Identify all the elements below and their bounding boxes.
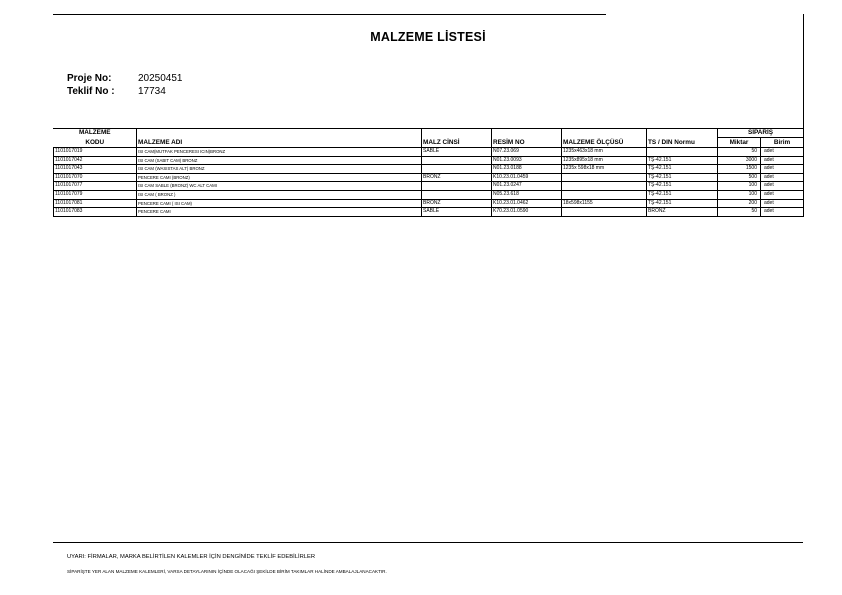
- cell-quantity: 100: [718, 190, 761, 199]
- cell-material: [422, 156, 492, 165]
- cell-size: 1235x 598x18 mm: [562, 165, 647, 174]
- cell-name: PENCERE CAMI (BRONZ): [137, 173, 422, 182]
- header-drawing: RESİM NO: [492, 138, 562, 148]
- header-name-spacer: [137, 128, 422, 138]
- cell-code: 1101017043: [54, 165, 137, 174]
- cell-standard: TŞ-42.151: [647, 190, 718, 199]
- cell-name: ISI CAM (WASISTAS ALT) BRONZ: [137, 165, 422, 174]
- header-code-top: MALZEME: [78, 129, 111, 137]
- header-size: MALZEME ÖLÇÜSÜ: [562, 138, 647, 148]
- cell-size: [562, 173, 647, 182]
- cell-quantity: 3000: [718, 156, 761, 165]
- cell-material: BRONZ: [422, 199, 492, 208]
- offer-number-label: Teklif No :: [67, 86, 115, 97]
- cell-drawing: N01.23.0247: [492, 182, 562, 191]
- cell-code: 1101017077: [54, 182, 137, 191]
- header-unit: Birim: [761, 138, 804, 148]
- cell-size: [562, 208, 647, 217]
- table-row: [54, 165, 804, 174]
- material-list-table: [53, 128, 804, 217]
- header-material: MALZ CİNSİ: [422, 138, 492, 148]
- cell-material: BRONZ: [422, 173, 492, 182]
- cell-code: 1101017070: [54, 173, 137, 182]
- cell-name: PENCERE CAMI ( ISI CAM): [137, 199, 422, 208]
- cell-name: ISI CAM (SABIT CAM) BRONZ: [137, 156, 422, 165]
- header-material-spacer: [422, 128, 492, 138]
- cell-name: ISI CAM ( BRONZ ): [137, 190, 422, 199]
- cell-drawing: K10.23.01.0459: [492, 173, 562, 182]
- footer-divider: [53, 542, 803, 543]
- cell-material: [422, 190, 492, 199]
- header-size-spacer: [562, 128, 647, 138]
- cell-standard: TŞ-42.151: [647, 182, 718, 191]
- cell-material: [422, 182, 492, 191]
- cell-material: SABLE: [422, 208, 492, 217]
- project-number-value: 20250451: [138, 73, 183, 84]
- cell-name: ISI CAM SABLE (BRONZ) WC ALT CAMI: [137, 182, 422, 191]
- cell-drawing: K70.23.01.0590: [492, 208, 562, 217]
- cell-material: SABLE: [422, 148, 492, 157]
- header-standard-spacer: [647, 128, 718, 138]
- cell-drawing: N01.23.0188: [492, 165, 562, 174]
- header-quantity: Miktar: [718, 138, 761, 148]
- cell-size: 1235x463x18 mm: [562, 148, 647, 157]
- table-row: [54, 182, 804, 191]
- document-title: MALZEME LİSTESİ: [370, 30, 486, 44]
- cell-code: 1101017083: [54, 208, 137, 217]
- cell-unit: adet: [761, 148, 804, 157]
- table-row: [54, 199, 804, 208]
- cell-quantity: 50: [718, 148, 761, 157]
- offer-number-value: 17734: [138, 86, 166, 97]
- cell-unit: adet: [761, 156, 804, 165]
- cell-unit: adet: [761, 173, 804, 182]
- cell-quantity: 1500: [718, 165, 761, 174]
- footer-warning-2: SİPARİŞTE YER ALAN MALZEME KALEMLERİ, VARSA DETAYLARININ İÇİNDE OLACAĞI ŞEKİLDE BİRİM TAKIMLAR HALİNDE AMBALAJLANACAKTIR.: [67, 569, 387, 574]
- header-order: SİPARİŞ: [718, 128, 804, 138]
- material-rows: [54, 148, 804, 217]
- cell-code: 1101017079: [54, 190, 137, 199]
- header-standard: TS / DIN Normu: [647, 138, 718, 148]
- cell-quantity: 200: [718, 199, 761, 208]
- cell-unit: adet: [761, 208, 804, 217]
- table-row: [54, 156, 804, 165]
- cell-name: PENCERE CAMI: [137, 208, 422, 217]
- header-name: MALZEME ADI: [137, 138, 422, 148]
- cell-size: [562, 190, 647, 199]
- cell-drawing: N07.23.069: [492, 148, 562, 157]
- cell-unit: adet: [761, 165, 804, 174]
- cell-drawing: N01.23.0093: [492, 156, 562, 165]
- cell-standard: TŞ-42.151: [647, 156, 718, 165]
- cell-unit: adet: [761, 182, 804, 191]
- cell-quantity: 100: [718, 182, 761, 191]
- cell-size: 1235x895x18 mm: [562, 156, 647, 165]
- header-drawing-spacer: [492, 128, 562, 138]
- cell-name: ISI CAM(MUTFAK PENCERESI ICIN)BRONZ: [137, 148, 422, 157]
- cell-standard: TŞ-42.151: [647, 199, 718, 208]
- cell-material: [422, 165, 492, 174]
- table-row: [54, 190, 804, 199]
- header-code-bottom: KODU: [54, 138, 137, 148]
- cell-code: 1101017042: [54, 156, 137, 165]
- cell-standard: TŞ-42.151: [647, 173, 718, 182]
- table-row: [54, 173, 804, 182]
- cell-standard: TŞ-42.151: [647, 165, 718, 174]
- cell-quantity: 50: [718, 208, 761, 217]
- cell-code: 1101017081: [54, 199, 137, 208]
- cell-quantity: 500: [718, 173, 761, 182]
- cell-size: 18x598x1155: [562, 199, 647, 208]
- cell-standard: BRONZ: [647, 208, 718, 217]
- project-number-label: Proje No:: [67, 73, 112, 84]
- cell-size: [562, 182, 647, 191]
- cell-code: 1101017019: [54, 148, 137, 157]
- cell-drawing: N05.23.618: [492, 190, 562, 199]
- cell-unit: adet: [761, 199, 804, 208]
- cell-standard: [647, 148, 718, 157]
- table-row: [54, 208, 804, 217]
- footer-warning-1: UYARI: FİRMALAR, MARKA BELİRTİLEN KALEMLER İÇİN DENGİNİDE TEKLİF EDEBİLİRLER: [67, 554, 316, 560]
- cell-unit: adet: [761, 190, 804, 199]
- cell-drawing: K10.23.01.0462: [492, 199, 562, 208]
- table-row: [54, 148, 804, 157]
